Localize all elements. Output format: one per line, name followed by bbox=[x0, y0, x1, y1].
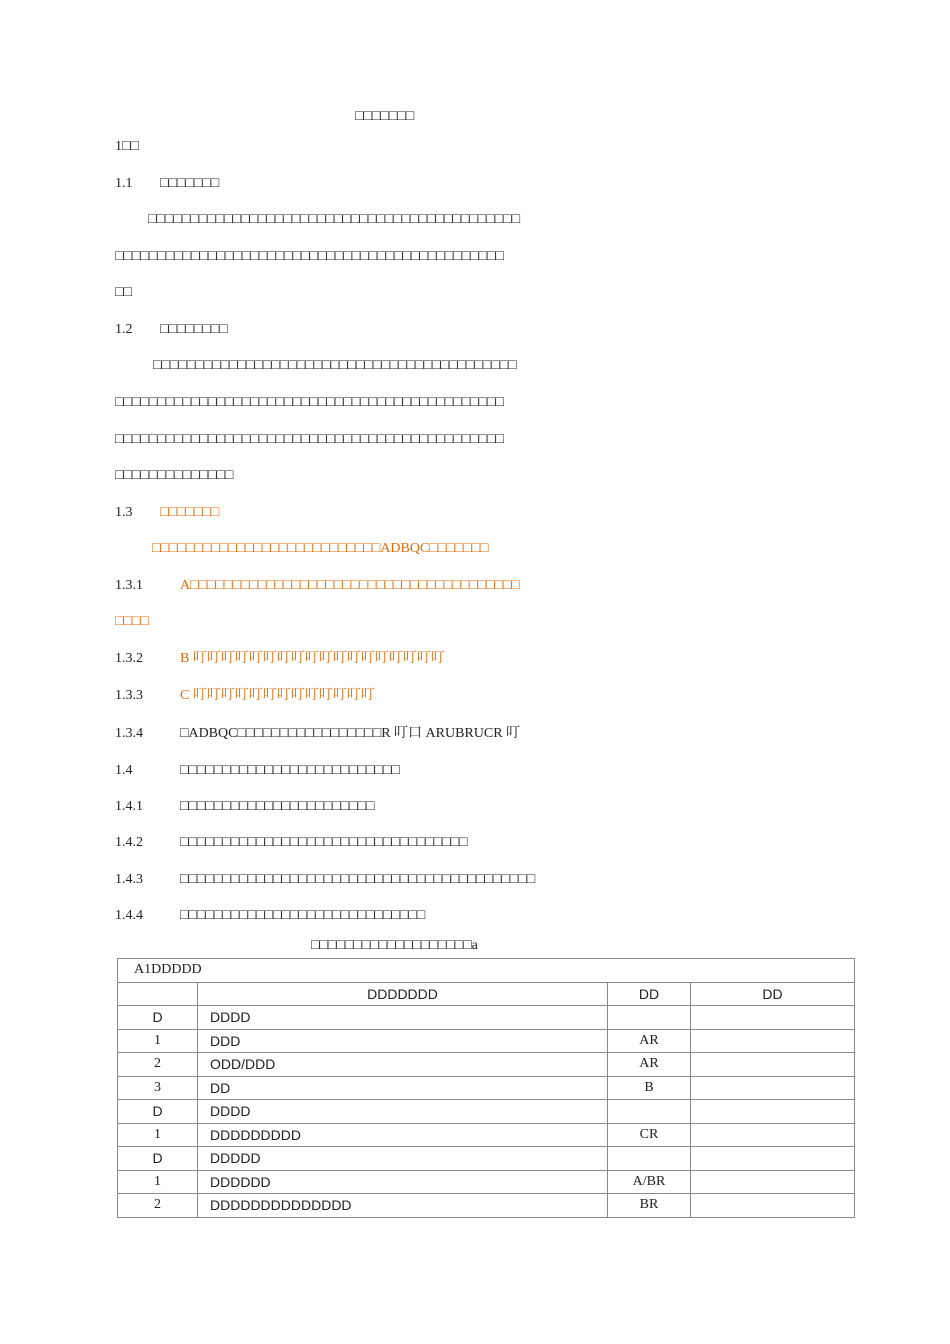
item-text: □□□□□□□□□□□□□□□□□□□□□□□□□□□□□□□□□□ bbox=[180, 835, 468, 850]
table-caption: □□□□□□□□□□□□□□□□□□□a bbox=[311, 938, 478, 953]
table-header-cell: DD bbox=[691, 982, 855, 1006]
paragraph-line: □□□□□□□□□□□□□□ bbox=[115, 468, 234, 483]
table-cell: DDDDD bbox=[198, 1147, 608, 1171]
table-cell: DDDDDDDDDDDDDD bbox=[198, 1194, 608, 1218]
item-number: 1.4.4 bbox=[115, 908, 143, 923]
paragraph-line: □□□□□□□□□□□□□□□□□□□□□□□□□□□□□□□□□□□□□□□□□□□□□□ bbox=[115, 432, 504, 447]
section-heading: □□□□□□□ bbox=[160, 176, 220, 191]
section-heading: □□□□□□□□□□□□□□□□□□□□□□□□□□ bbox=[180, 763, 400, 778]
paragraph-line: □□ bbox=[115, 285, 132, 300]
table-cell bbox=[691, 1194, 855, 1218]
table-row bbox=[118, 1076, 855, 1100]
document-title: □□□□□□□ bbox=[355, 109, 415, 124]
item-text: □□□□□□□□□□□□□□□□□□□□□□□□□□□□□ bbox=[180, 908, 426, 923]
paragraph-line: □□□□□□□□□□□□□□□□□□□□□□□□□□□□□□□□□□□□□□□□□□□□ bbox=[148, 212, 521, 227]
table-cell: DDDDDDDDD bbox=[198, 1123, 608, 1147]
table-row bbox=[118, 1123, 855, 1147]
table-cell bbox=[691, 1147, 855, 1171]
table-row bbox=[118, 1053, 855, 1077]
item-number: 1.3.4 bbox=[115, 726, 143, 741]
table-cell: 1 bbox=[118, 1029, 198, 1053]
table-cell: B bbox=[608, 1076, 691, 1100]
table-cell: DDDD bbox=[198, 1100, 608, 1124]
item-number: 1.3.2 bbox=[115, 651, 143, 666]
table-cell: ODD/DDD bbox=[198, 1053, 608, 1077]
table-title-row bbox=[118, 959, 855, 983]
section-number: 1.3 bbox=[115, 505, 133, 520]
table-cell: DDDDDD bbox=[198, 1170, 608, 1194]
item-text: C 叮叮叮叮叮叮叮叮叮叮叮叮叮 bbox=[180, 688, 375, 703]
table-row bbox=[118, 1170, 855, 1194]
table-cell: AR bbox=[608, 1029, 691, 1053]
table-cell: 3 bbox=[118, 1076, 198, 1100]
item-text-continued: □□□□ bbox=[115, 614, 149, 629]
table-cell bbox=[691, 1123, 855, 1147]
item-text: A□□□□□□□□□□□□□□□□□□□□□□□□□□□□□□□□□□□□□□□ bbox=[180, 578, 520, 593]
table-cell: AR bbox=[608, 1053, 691, 1077]
table-header-cell bbox=[118, 982, 198, 1006]
item-number: 1.4.3 bbox=[115, 872, 143, 887]
section-heading: □□□□□□□ bbox=[160, 505, 220, 520]
table-title: A1DDDDD bbox=[118, 959, 855, 983]
paragraph-line: □□□□□□□□□□□□□□□□□□□□□□□□□□□□□□□□□□□□□□□□□□□ bbox=[153, 358, 517, 373]
item-number: 1.4.2 bbox=[115, 835, 143, 850]
table-cell bbox=[691, 1029, 855, 1053]
table-cell: BR bbox=[608, 1194, 691, 1218]
section-number: 1.4 bbox=[115, 763, 133, 778]
item-text: B 叮叮叮叮叮叮叮叮叮叮叮叮叮叮叮叮叮叮 bbox=[180, 651, 445, 666]
table-cell: 1 bbox=[118, 1123, 198, 1147]
table-cell: 1 bbox=[118, 1170, 198, 1194]
table-cell bbox=[691, 1006, 855, 1030]
paragraph-line: □□□□□□□□□□□□□□□□□□□□□□□□□□□□□□□□□□□□□□□□□□□□□□ bbox=[115, 395, 504, 410]
table-cell: DDD bbox=[198, 1029, 608, 1053]
table-cell: CR bbox=[608, 1123, 691, 1147]
item-number: 1.3.3 bbox=[115, 688, 143, 703]
item-text: □□□□□□□□□□□□□□□□□□□□□□□□□□□□□□□□□□□□□□□□□□ bbox=[180, 872, 536, 887]
item-number: 1.3.1 bbox=[115, 578, 143, 593]
table-row bbox=[118, 1100, 855, 1124]
table-cell bbox=[691, 1076, 855, 1100]
section-number: 1.2 bbox=[115, 322, 133, 337]
table-cell: D bbox=[118, 1006, 198, 1030]
table-cell: D bbox=[118, 1147, 198, 1171]
table-cell bbox=[691, 1170, 855, 1194]
paragraph-line: □□□□□□□□□□□□□□□□□□□□□□□□□□□□□□□□□□□□□□□□□□□□□□ bbox=[115, 249, 504, 264]
table-row bbox=[118, 1194, 855, 1218]
table-header-row bbox=[118, 982, 855, 1006]
item-text: □□□□□□□□□□□□□□□□□□□□□□□ bbox=[180, 799, 375, 814]
item-text: □ADBQC□□□□□□□□□□□□□□□□□R 叮口 ARUBRUCR 叮 bbox=[180, 726, 521, 741]
table-header-cell: DDDDDDD bbox=[198, 982, 608, 1006]
section-number: 1.1 bbox=[115, 176, 133, 191]
paragraph-line: □□□□□□□□□□□□□□□□□□□□□□□□□□□ADBQC□□□□□□□ bbox=[152, 541, 489, 556]
section-heading: 1□□ bbox=[115, 139, 139, 154]
table-cell bbox=[691, 1053, 855, 1077]
table-cell: 2 bbox=[118, 1194, 198, 1218]
table-cell bbox=[608, 1100, 691, 1124]
table-cell bbox=[691, 1100, 855, 1124]
table-cell: A/BR bbox=[608, 1170, 691, 1194]
table-row bbox=[118, 1147, 855, 1171]
table-row bbox=[118, 1029, 855, 1053]
table-header-cell: DD bbox=[608, 982, 691, 1006]
table-cell: DDDD bbox=[198, 1006, 608, 1030]
data-table bbox=[117, 958, 855, 1218]
table-cell: DD bbox=[198, 1076, 608, 1100]
table-cell bbox=[608, 1147, 691, 1171]
item-number: 1.4.1 bbox=[115, 799, 143, 814]
table-row bbox=[118, 1006, 855, 1030]
table-cell: D bbox=[118, 1100, 198, 1124]
table-cell bbox=[608, 1006, 691, 1030]
section-heading: □□□□□□□□ bbox=[160, 322, 228, 337]
table-cell: 2 bbox=[118, 1053, 198, 1077]
